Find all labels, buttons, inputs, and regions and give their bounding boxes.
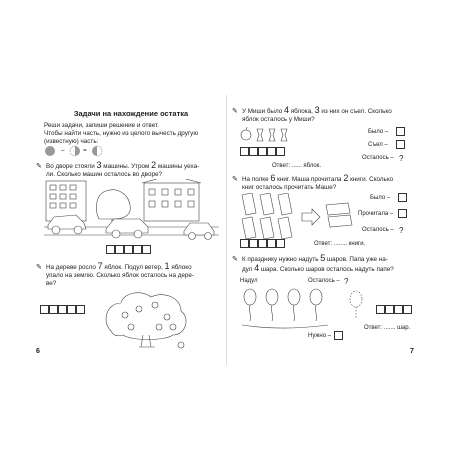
task2-num1: 7 <box>97 261 103 271</box>
apple-tree-illustration <box>101 291 191 349</box>
page-number: 6 <box>36 348 40 355</box>
left-page <box>36 95 226 365</box>
page-number: 7 <box>410 348 414 355</box>
label-left: Осталось – <box>362 227 394 233</box>
task4-text-a: На полке <box>242 176 269 183</box>
needed-box[interactable] <box>334 331 343 340</box>
pencil-icon: ✎ <box>36 163 42 170</box>
task4-text-c: книги. Сколько <box>350 176 394 183</box>
formula-minus: – <box>61 147 65 154</box>
task2-text-b: яблок. Подул ветер, <box>104 264 163 271</box>
task2-text-e: ве? <box>46 280 57 287</box>
label-read: Прочитала – <box>358 211 394 217</box>
task4-num2: 2 <box>343 173 349 183</box>
task5-text-b: шаров. Папа уже на- <box>327 256 388 263</box>
task3-num1: 4 <box>283 105 289 115</box>
answer-box[interactable] <box>67 305 76 314</box>
ate-box[interactable] <box>396 140 405 149</box>
task1-num2: 2 <box>151 160 157 170</box>
pencil-icon: ✎ <box>232 176 238 183</box>
answer-box[interactable] <box>258 147 267 156</box>
pencil-icon: ✎ <box>36 264 42 271</box>
task5-answer: Ответ: ....... шар. <box>364 325 411 331</box>
intro-line-3: (известную) часть: <box>44 138 99 145</box>
answer-box[interactable] <box>258 239 267 248</box>
page-title: Задачи на нахождение остатка <box>73 109 189 118</box>
label-inflated: Надул <box>240 278 258 284</box>
answer-box[interactable] <box>142 245 151 254</box>
task5-text-d: шара. Сколько шаров осталось надуть папе? <box>260 266 394 273</box>
label-was: Было – <box>368 129 389 135</box>
label-left: Осталось – <box>362 155 394 161</box>
answer-box[interactable] <box>58 305 67 314</box>
answer-box[interactable] <box>376 305 385 314</box>
task2-text-c: яблоко <box>171 264 192 271</box>
task2-text <box>46 262 226 288</box>
question-mark: ? <box>399 154 404 163</box>
answer-box[interactable] <box>115 245 124 254</box>
answer-box[interactable] <box>249 239 258 248</box>
question-mark: ? <box>399 226 404 235</box>
part-circle-icon <box>69 145 81 157</box>
intro-line-2: Чтобы найти часть, нужно из целого вычесть другую <box>44 130 199 137</box>
task1-text-a: Во дворе стояли <box>46 163 95 170</box>
task5-num2: 4 <box>254 263 260 273</box>
apple-cores-illustration <box>240 125 290 143</box>
answer-box[interactable] <box>249 147 258 156</box>
answer-box[interactable] <box>276 147 285 156</box>
task4-text <box>242 174 418 192</box>
task5-text-a: К празднику нужно надуть <box>242 256 319 263</box>
task4-text-b: книг. Маша прочитала <box>277 176 342 183</box>
remainder-circle-icon <box>91 145 103 157</box>
answer-box[interactable] <box>40 305 49 314</box>
question-mark: ? <box>344 277 349 286</box>
answer-box[interactable] <box>267 147 276 156</box>
task5-text-c: дул <box>242 266 253 273</box>
task5-num1: 5 <box>320 253 326 263</box>
answer-box[interactable] <box>394 305 403 314</box>
answer-box[interactable] <box>240 147 249 156</box>
task3-text-d: яблок осталось у Миши? <box>242 116 315 123</box>
whole-circle-icon <box>44 145 56 157</box>
read-box[interactable] <box>398 209 407 218</box>
answer-box[interactable] <box>267 239 276 248</box>
answer-box[interactable] <box>133 245 142 254</box>
pencil-icon: ✎ <box>232 256 238 263</box>
intro-text <box>44 122 224 146</box>
task1-text <box>46 161 224 179</box>
task4-answer: Ответ: ........ книги. <box>314 241 366 247</box>
pencil-icon: ✎ <box>232 108 238 115</box>
label-ate: Съел – <box>368 142 388 148</box>
task1-text-d: ли. Сколько машин осталось во дворе? <box>46 171 162 178</box>
task5-text <box>242 254 418 274</box>
answer-box[interactable] <box>124 245 133 254</box>
books-illustration <box>238 193 358 241</box>
right-page <box>228 95 420 365</box>
task3-text-a: У Миши было <box>242 108 283 115</box>
cars-yard-illustration <box>44 179 219 241</box>
answer-box[interactable] <box>76 305 85 314</box>
task3-answer: Ответ: ...... яблок. <box>272 163 322 169</box>
formula-equals: = <box>83 147 87 154</box>
task1-text-c: машины уеха- <box>157 163 200 170</box>
label-left: Осталось – <box>308 278 340 284</box>
answer-box[interactable] <box>403 305 412 314</box>
was-box[interactable] <box>398 193 407 202</box>
task4-num1: 6 <box>270 173 276 183</box>
answer-box[interactable] <box>240 239 249 248</box>
label-needed: Нужно – <box>308 333 332 339</box>
answer-box[interactable] <box>276 239 285 248</box>
task1-text-b: машины. Утром <box>103 163 150 170</box>
intro-line-1: Реши задачи, запиши решение и ответ. <box>44 122 159 129</box>
answer-box[interactable] <box>385 305 394 314</box>
balloons-illustration <box>238 287 378 329</box>
task1-num1: 3 <box>96 160 102 170</box>
task2-num2: 1 <box>164 261 170 271</box>
task2-text-d: упало на землю. Сколько яблок осталось на дере- <box>46 272 194 279</box>
was-box[interactable] <box>396 127 405 136</box>
task2-text-a: На дереве росло <box>46 264 96 271</box>
task3-text-b: яблока, <box>290 108 313 115</box>
task4-text-d: книг осталось прочитать Маше? <box>242 184 337 191</box>
label-was: Было – <box>370 195 391 201</box>
book-spine <box>226 95 227 365</box>
task3-num2: 3 <box>314 105 320 115</box>
task3-text <box>242 106 418 124</box>
answer-box[interactable] <box>49 305 58 314</box>
task3-text-c: из них он съел. Сколько <box>321 108 392 115</box>
answer-box[interactable] <box>106 245 115 254</box>
